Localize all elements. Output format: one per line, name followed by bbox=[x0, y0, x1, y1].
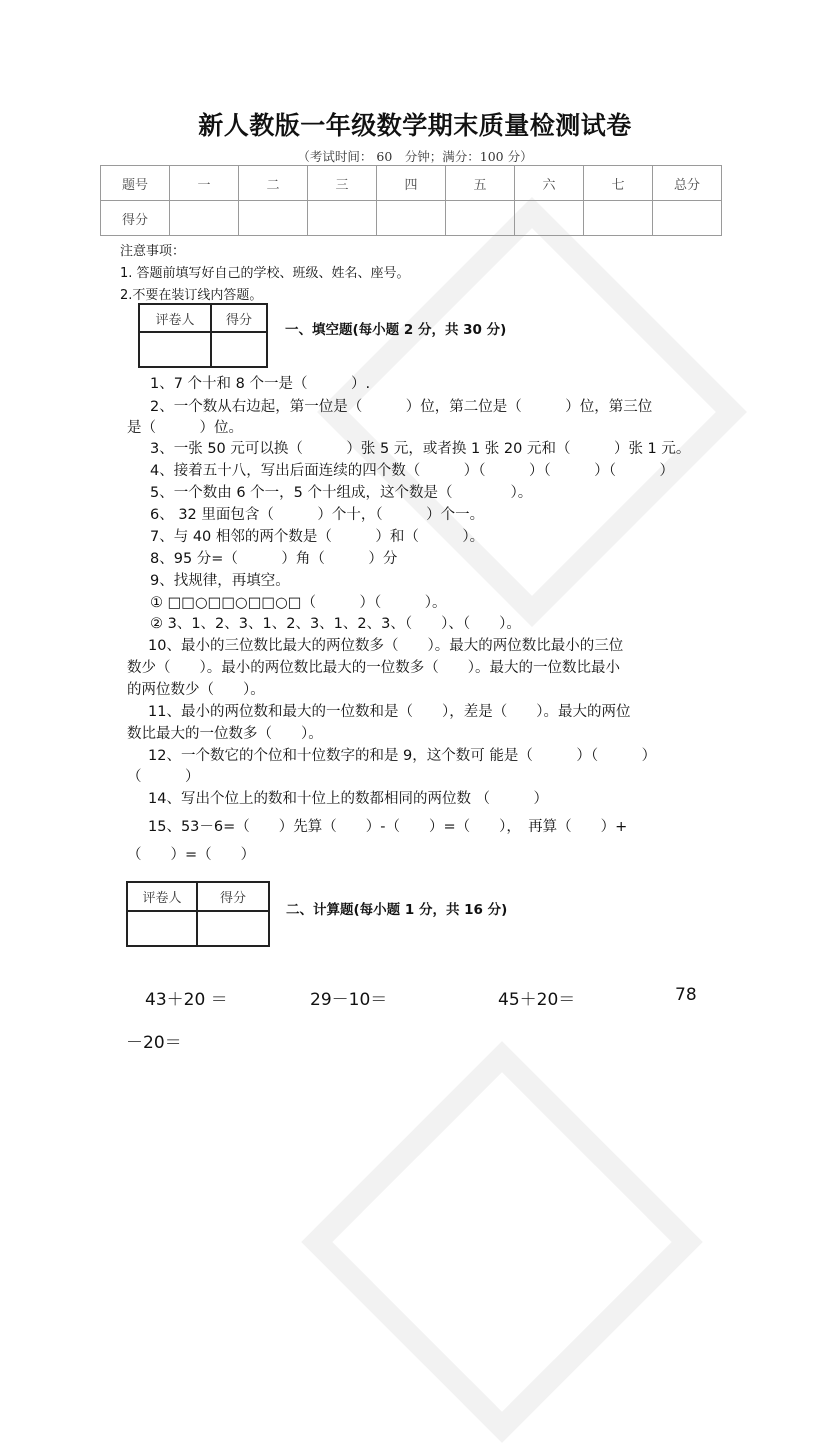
cell-label: 题号 bbox=[101, 166, 170, 201]
question-10-cont2: 的两位数少（ ）。 bbox=[127, 682, 265, 698]
cell-q5: 五 bbox=[446, 166, 515, 201]
calc-problem-3: 45＋20＝ bbox=[498, 990, 576, 1010]
cell-q1: 一 bbox=[170, 166, 239, 201]
calc-problem-4-cont: －20＝ bbox=[126, 1033, 182, 1053]
question-6: 6、 32 里面包含（ ）个十，（ ）个一。 bbox=[150, 507, 485, 523]
exam-title: 新人教版一年级数学期末质量检测试卷 bbox=[198, 111, 632, 140]
cell-score-label: 得分 bbox=[101, 201, 170, 236]
question-10: 10、最小的三位数比最大的两位数多（ ）。最大的两位数比最小的三位 bbox=[148, 638, 624, 654]
section2-title: 二、计算题(每小题 1 分，共 16 分) bbox=[286, 902, 508, 918]
watermark-diamond-bottom bbox=[301, 1041, 703, 1443]
question-3: 3、一张 50 元可以换（ ）张 5 元，或者换 1 张 20 元和（ ）张 1 元。 bbox=[150, 441, 691, 457]
question-14: 14、写出个位上的数和十位上的数都相同的两位数 （ ） bbox=[148, 791, 549, 807]
note-item-1: 1. 答题前填写好自己的学校、班级、姓名、座号。 bbox=[120, 266, 410, 281]
grader-box-section1 bbox=[138, 303, 268, 368]
reviewer-field[interactable] bbox=[139, 332, 211, 367]
question-9-part2: ② 3、1、2、3、1、2、3、1、2、3、（ ）、（ ）。 bbox=[150, 616, 521, 632]
grader-box-section2 bbox=[126, 881, 270, 947]
calc-problem-4: 78 bbox=[675, 985, 697, 1005]
section1-title: 一、填空题(每小题 2 分，共 30 分) bbox=[285, 322, 507, 338]
question-10-cont1: 数少（ ）。最小的两位数比最大的一位数多（ ）。最大的一位数比最小 bbox=[127, 660, 620, 676]
notes-heading: 注意事项： bbox=[120, 244, 186, 259]
score-cell-q4[interactable] bbox=[377, 201, 446, 236]
score-table-header-row bbox=[101, 166, 722, 201]
question-11: 11、最小的两位数和最大的一位数和是（ ），差是（ ）。最大的两位 bbox=[148, 704, 631, 720]
score-cell-q5[interactable] bbox=[446, 201, 515, 236]
question-12: 12、一个数它的个位和十位数字的和是 9，这个数可 能是（ ）（ ） bbox=[148, 748, 657, 764]
score-label: 得分 bbox=[197, 882, 269, 911]
score-cell-q7[interactable] bbox=[584, 201, 653, 236]
score-field[interactable] bbox=[211, 332, 267, 367]
note-item-2: 2.不要在装订线内答题。 bbox=[120, 288, 263, 303]
reviewer-field[interactable] bbox=[127, 911, 197, 946]
score-cell-q2[interactable] bbox=[239, 201, 308, 236]
question-2-cont: 是（ ）位。 bbox=[127, 420, 243, 436]
question-9: 9、找规律，再填空。 bbox=[150, 573, 290, 589]
question-11-cont: 数比最大的一位数多（ ）。 bbox=[127, 726, 323, 742]
cell-q6: 六 bbox=[515, 166, 584, 201]
score-table-score-row bbox=[101, 201, 722, 236]
score-field[interactable] bbox=[197, 911, 269, 946]
score-cell-q6[interactable] bbox=[515, 201, 584, 236]
score-cell-total[interactable] bbox=[653, 201, 722, 236]
question-7: 7、与 40 相邻的两个数是（ ）和（ ）。 bbox=[150, 529, 485, 545]
question-15: 15、53－6=（ ）先算（ ）-（ ）=（ ）， 再算（ ）+ bbox=[148, 819, 628, 835]
calc-problem-1: 43＋20 ＝ bbox=[145, 990, 228, 1010]
reviewer-label: 评卷人 bbox=[127, 882, 197, 911]
score-table bbox=[100, 165, 722, 236]
question-2: 2、一个数从右边起，第一位是（ ）位，第二位是（ ）位，第三位 bbox=[150, 399, 653, 415]
score-cell-q1[interactable] bbox=[170, 201, 239, 236]
question-1: 1、7 个十和 8 个一是（ ）. bbox=[150, 376, 371, 392]
score-cell-q3[interactable] bbox=[308, 201, 377, 236]
exam-subtitle: （考试时间： 60 分钟；满分：100 分） bbox=[297, 149, 533, 164]
question-5: 5、一个数由 6 个一，5 个十组成，这个数是（ ）。 bbox=[150, 485, 533, 501]
calc-problem-2: 29－10＝ bbox=[310, 990, 388, 1010]
question-8: 8、95 分=（ ）角（ ）分 bbox=[150, 551, 398, 567]
cell-q4: 四 bbox=[377, 166, 446, 201]
question-15-cont: （ ）=（ ） bbox=[127, 847, 256, 863]
reviewer-label: 评卷人 bbox=[139, 304, 211, 332]
cell-total: 总分 bbox=[653, 166, 722, 201]
score-label: 得分 bbox=[211, 304, 267, 332]
question-12-cont: （ ） bbox=[127, 769, 200, 785]
cell-q7: 七 bbox=[584, 166, 653, 201]
question-9-part1: ① □□○□□○□□○□（ ）（ ）。 bbox=[150, 595, 447, 611]
cell-q2: 二 bbox=[239, 166, 308, 201]
cell-q3: 三 bbox=[308, 166, 377, 201]
question-4: 4、接着五十八，写出后面连续的四个数（ ）（ ）（ ）（ ） bbox=[150, 463, 674, 479]
